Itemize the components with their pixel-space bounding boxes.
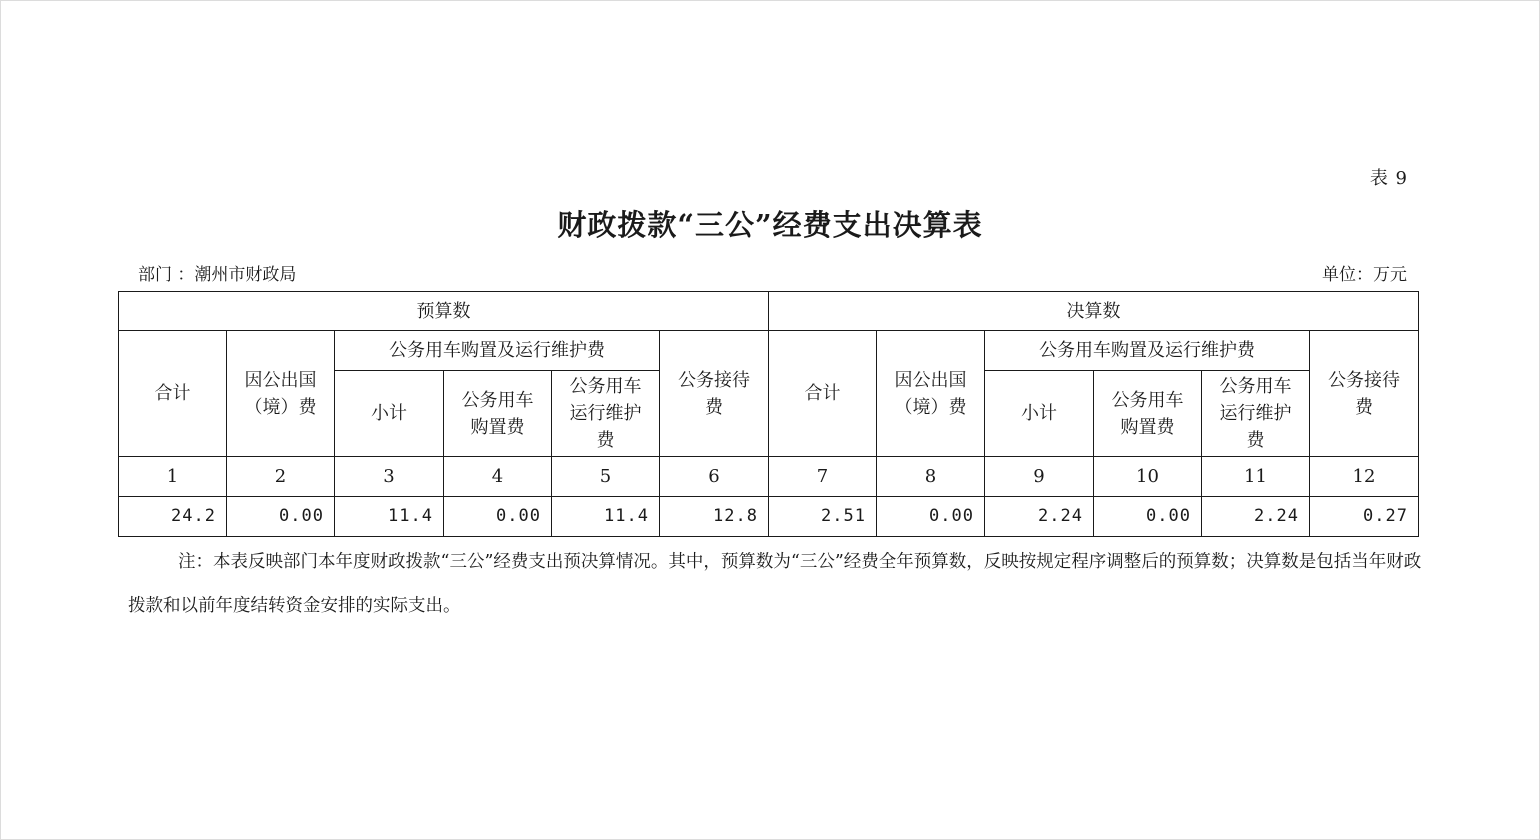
budget-abroad-header bbox=[227, 331, 335, 457]
budget-maintenance-header-line3: 费 bbox=[596, 430, 615, 451]
budget-reception-header bbox=[660, 331, 769, 457]
unit-label: 单位：万元 bbox=[1322, 265, 1407, 285]
value-cell: 0.00 bbox=[1094, 497, 1202, 537]
col-number-cell: 9 bbox=[985, 457, 1094, 497]
value-cell: 0.00 bbox=[444, 497, 552, 537]
budget-purchase-header-line2: 购置费 bbox=[470, 416, 525, 438]
final-purchase-header bbox=[1094, 371, 1202, 457]
col-number-cell: 5 bbox=[552, 457, 660, 497]
final-maintenance-header bbox=[1202, 371, 1310, 457]
budget-reception-header-line1: 公务接待 bbox=[678, 369, 750, 391]
value-cell: 0.27 bbox=[1310, 497, 1419, 537]
final-purchase-header-line2: 购置费 bbox=[1120, 416, 1175, 438]
budget-purchase-header bbox=[444, 371, 552, 457]
budget-abroad-header-line1: 因公出国 bbox=[244, 369, 317, 391]
budget-reception-header-line2: 费 bbox=[705, 396, 723, 418]
value-cell: 12.8 bbox=[660, 497, 769, 537]
final-abroad-header bbox=[877, 331, 985, 457]
budget-abroad-header-line2: （境）费 bbox=[244, 396, 317, 418]
final-total-header: 合计 bbox=[769, 331, 877, 457]
col-number-cell: 11 bbox=[1202, 457, 1310, 497]
value-cell: 11.4 bbox=[552, 497, 660, 537]
col-number-cell: 7 bbox=[769, 457, 877, 497]
col-number-cell: 3 bbox=[335, 457, 444, 497]
col-number-cell: 8 bbox=[877, 457, 985, 497]
value-cell: 24.2 bbox=[119, 497, 227, 537]
final-subtotal-header: 小计 bbox=[985, 371, 1094, 457]
budget-total-header: 合计 bbox=[119, 331, 227, 457]
value-cell: 2.24 bbox=[985, 497, 1094, 537]
budget-maintenance-header-line2: 运行维护 bbox=[569, 403, 642, 424]
final-reception-header-line1: 公务接待 bbox=[1328, 369, 1400, 391]
value-cell: 11.4 bbox=[335, 497, 444, 537]
value-cell: 0.00 bbox=[877, 497, 985, 537]
final-reception-header bbox=[1310, 331, 1419, 457]
final-group-header: 决算数 bbox=[769, 292, 1419, 331]
col-number-cell: 1 bbox=[119, 457, 227, 497]
value-cell: 2.24 bbox=[1202, 497, 1310, 537]
col-number-cell: 12 bbox=[1310, 457, 1419, 497]
value-cell: 0.00 bbox=[227, 497, 335, 537]
column-number-row bbox=[119, 457, 1419, 497]
three-public-expenses-table bbox=[118, 291, 1419, 537]
table-number: 表 9 bbox=[1369, 168, 1408, 189]
final-abroad-header-line1: 因公出国 bbox=[894, 369, 967, 391]
footnote: 注：本表反映部门本年度财政拨款“三公”经费支出预决算情况。其中，预算数为“三公”经费全年预算数，反映按规定程序调整后的预算数；决算数是包括当年财政拨款和以前年度结转资金安排的实际支出。 bbox=[128, 552, 1422, 616]
final-abroad-header-line2: （境）费 bbox=[894, 396, 967, 418]
final-purchase-header-line1: 公务用车 bbox=[1111, 389, 1184, 411]
final-vehicle-header: 公务用车购置及运行维护费 bbox=[985, 331, 1310, 371]
final-maintenance-header-line2: 运行维护 bbox=[1219, 403, 1292, 424]
budget-maintenance-header bbox=[552, 371, 660, 457]
final-maintenance-header-line1: 公务用车 bbox=[1219, 376, 1292, 397]
final-maintenance-header-line3: 费 bbox=[1246, 430, 1265, 451]
col-number-cell: 4 bbox=[444, 457, 552, 497]
header-row-groups bbox=[119, 292, 1419, 331]
budget-subtotal-header: 小计 bbox=[335, 371, 444, 457]
header-row-categories bbox=[119, 331, 1419, 371]
col-number-cell: 10 bbox=[1094, 457, 1202, 497]
value-cell: 2.51 bbox=[769, 497, 877, 537]
budget-vehicle-header: 公务用车购置及运行维护费 bbox=[335, 331, 660, 371]
page-title: 财政拨款“三公”经费支出决算表 bbox=[557, 208, 983, 242]
col-number-cell: 2 bbox=[227, 457, 335, 497]
budget-maintenance-header-line1: 公务用车 bbox=[569, 376, 642, 397]
values-row bbox=[119, 497, 1419, 537]
final-reception-header-line2: 费 bbox=[1355, 396, 1373, 418]
department-label: 部门 ：潮州市财政局 bbox=[138, 265, 297, 285]
budget-group-header: 预算数 bbox=[119, 292, 769, 331]
budget-purchase-header-line1: 公务用车 bbox=[461, 389, 534, 411]
col-number-cell: 6 bbox=[660, 457, 769, 497]
